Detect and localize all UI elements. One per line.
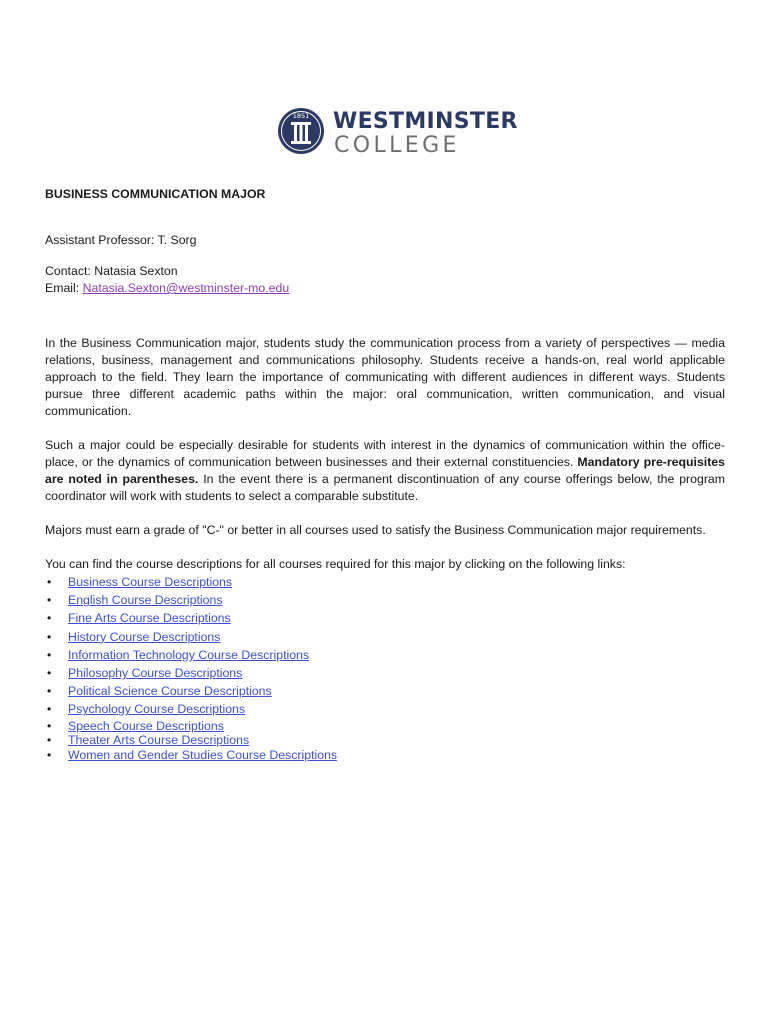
list-item xyxy=(45,733,725,748)
theater-arts-course-link[interactable]: Theater Arts Course Descriptions xyxy=(68,733,250,748)
list-item xyxy=(45,591,725,609)
political-science-course-link[interactable]: Political Science Course Descriptions xyxy=(68,684,272,699)
history-course-link[interactable]: History Course Descriptions xyxy=(68,629,221,644)
logo-name-line1: WESTMINSTER xyxy=(333,109,518,134)
information-technology-course-link[interactable]: Information Technology Course Descriptions xyxy=(68,647,310,662)
list-item xyxy=(45,664,725,682)
bullet-icon: • xyxy=(47,575,52,589)
list-item xyxy=(45,573,725,591)
requirements-text-end: In the event there is a permanent discontinuation of any course offerings below, the program coordinator will work with students to select a comparable substitute. xyxy=(45,472,725,503)
professor-line: Assistant Professor: T. Sorg xyxy=(45,233,197,247)
document-body xyxy=(45,186,725,762)
list-item xyxy=(45,748,725,763)
bullet-icon: • xyxy=(47,647,52,662)
business-course-link[interactable]: Business Course Descriptions xyxy=(68,575,233,589)
prerequisites-note: Mandatory pre-requisites are noted in parentheses. xyxy=(45,455,725,486)
course-links-list xyxy=(45,573,725,762)
page-title: BUSINESS COMMUNICATION MAJOR xyxy=(45,187,266,201)
fine-arts-course-link[interactable]: Fine Arts Course Descriptions xyxy=(68,611,231,626)
logo-year: 1851 xyxy=(292,112,310,120)
women-gender-studies-course-link[interactable]: Women and Gender Studies Course Descriptions xyxy=(68,747,338,762)
bullet-icon: • xyxy=(47,718,52,733)
bullet-icon: • xyxy=(47,611,52,626)
links-intro: You can find the course descriptions for all courses required for this major by clicking on the following links: xyxy=(45,557,626,571)
requirements-text-start: Such a major could be especially desirable for students with interest in the dynamics of communication within the office-place, or the dynamics of communication between businesses and their external constituencies. xyxy=(45,438,725,469)
logo-name-line2: COLLEGE xyxy=(334,133,460,158)
psychology-course-link[interactable]: Psychology Course Descriptions xyxy=(68,702,246,717)
bullet-icon: • xyxy=(47,593,52,608)
list-item xyxy=(45,628,725,646)
email-label: Email: xyxy=(45,281,83,295)
list-item xyxy=(45,682,725,700)
bullet-icon: • xyxy=(47,666,52,681)
contact-line: Contact: Natasia Sexton xyxy=(45,264,178,278)
list-item xyxy=(45,646,725,664)
bullet-icon: • xyxy=(47,747,52,762)
westminster-college-logo xyxy=(277,98,518,164)
intro-paragraph: In the Business Communication major, students study the communication process from a variety of perspectives — media relations, business, management and communications philosophy. Students receive a hands-on, real world applicable approach to the field. They learn the importance of communicating with different audiences in different ways. Students pursue three different academic paths within the major: oral communication, written communication, and visual communication. xyxy=(45,336,725,418)
grade-paragraph: Majors must earn a grade of "C-" or better in all courses used to satisfy the Business Communication major requirements. xyxy=(45,523,706,537)
bullet-icon: • xyxy=(47,733,52,748)
speech-course-link[interactable]: Speech Course Descriptions xyxy=(68,718,224,733)
english-course-link[interactable]: English Course Descriptions xyxy=(68,593,223,608)
list-item xyxy=(45,700,725,718)
bullet-icon: • xyxy=(47,684,52,699)
bullet-icon: • xyxy=(47,629,52,644)
email-line xyxy=(45,280,725,297)
email-link[interactable]: Natasia.Sexton@westminster-mo.edu xyxy=(82,281,290,295)
requirements-paragraph xyxy=(45,437,725,505)
philosophy-course-link[interactable]: Philosophy Course Descriptions xyxy=(68,666,243,681)
list-item xyxy=(45,719,725,734)
bullet-icon: • xyxy=(47,702,52,717)
list-item xyxy=(45,609,725,627)
